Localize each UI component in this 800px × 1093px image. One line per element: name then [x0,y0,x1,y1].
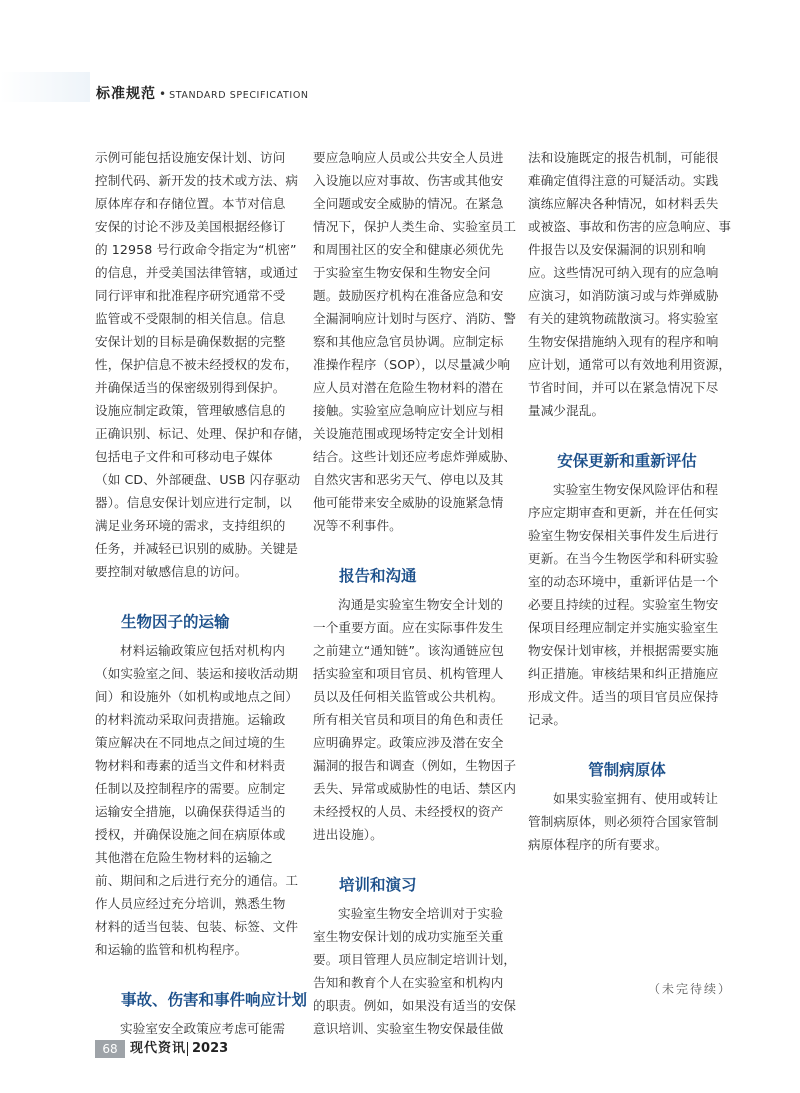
text-line: 漏洞的报告和调查（例如，生物因子 [313,758,517,773]
text-line: 告知和教育个人在实验室和机构内 [313,975,504,990]
text-line: 并确保适当的保密级别得到保护。 [95,380,286,395]
text-line: 物安保计划审核，并根据需要实施 [528,643,719,658]
text-line: 任务，并减轻已识别的威胁。关键是 [95,541,299,556]
text-line: 必要且持续的过程。实验室生物安 [528,597,719,612]
issue-year: 2023 [192,1041,229,1056]
section-heading-reassessment: 安保更新和重新评估 [557,452,697,470]
text-line: 全漏洞响应计划时与医疗、消防、警 [313,311,517,326]
text-line: 应演习，如消防演习或与炸弹威胁 [528,288,719,303]
text-line: 要。项目管理人员应制定培训计划， [313,952,517,967]
text-line: 策应解决在不同地点之间过境的生 [95,735,286,750]
running-head-title-zh: 标准规范 [96,86,156,102]
text-line: 实验室生物安保风险评估和程 [553,482,719,497]
text-line: 和运输的监管和机构程序。 [95,942,248,957]
text-line: 演练应解决各种情况，如材料丢失 [528,196,719,211]
text-line: 所有相关官员和项目的角色和责任 [313,712,504,727]
text-line: 的职责。例如，如果没有适当的安保 [313,998,517,1013]
section-heading-incident-response: 事故、伤害和事件响应计划 [121,991,308,1009]
footer-divider [187,1042,188,1056]
to-be-continued-note: （未完待续） [648,982,733,996]
text-line: 监管或不受限制的相关信息。信息 [95,311,286,326]
text-line: 应人员对潜在危险生物材料的潜在 [313,380,504,395]
text-line: 入设施以应对事故、伤害或其他安 [313,173,504,188]
paragraph-reporting [313,593,517,846]
text-line: 结合。这些计划还应考虑炸弹威胁、 [313,449,517,464]
section-heading-training: 培训和演习 [339,876,417,894]
text-line: 应计划，通常可以有效地利用资源， [528,357,732,372]
text-line: 于实验室生物安保和生物安全问 [313,265,491,280]
text-line: 室的动态环境中，重新评估是一个 [528,574,719,589]
text-line: 形成文件。适当的项目官员应保持 [528,689,719,704]
text-line: 示例可能包括设施安保计划、访问 [95,150,286,165]
text-line: 实验室生物安全培训对于实验 [338,906,504,921]
text-line: 进出设施）。 [313,827,383,842]
text-line: 情况下，保护人类生命、实验室员工 [313,219,517,234]
section-heading-select-agents: 管制病原体 [588,761,666,779]
column-2 [313,146,517,1040]
paragraph-transport [95,639,299,961]
running-head-separator: • [159,87,167,101]
text-line: 的信息，并受美国法律管辖，或通过 [95,265,299,280]
text-line: 员以及任何相关监管或公共机构。 [313,689,504,704]
text-line: 要控制对敏感信息的访问。 [95,564,248,579]
text-line: 性，保护信息不被未经授权的发布， [95,357,299,372]
text-line: 的 12958 号行政命令指定为“机密” [95,242,297,257]
page-number: 68 [95,1040,125,1058]
text-line: 之前建立“通知链”。该沟通链应包 [313,643,504,658]
text-line: 全问题或安全威胁的情况。在紧急 [313,196,504,211]
paragraph-drills [528,146,732,422]
text-line: 件报告以及安保漏洞的识别和响 [528,242,706,257]
text-line: 自然灾害和恶劣天气、停电以及其 [313,472,504,487]
spacer [95,961,293,985]
text-line: 一个重要方面。应在实际事件发生 [313,620,504,635]
spacer [528,422,726,446]
text-line: 题。鼓励医疗机构在准备应急和安 [313,288,504,303]
column-3 [528,146,732,856]
text-line: 纠正措施。审核结果和纠正措施应 [528,666,719,681]
text-line: 记录。 [528,712,567,727]
text-line: 管制病原体，则必须符合国家管制 [528,814,719,829]
text-line: 授权，并确保设施之间在病原体或 [95,827,286,842]
text-line: 包括电子文件和可移动电子媒体 [95,449,273,464]
text-line: 况等不利事件。 [313,518,402,533]
paragraph-training [313,902,517,1040]
header-decor-bar [0,72,90,102]
section-heading-reporting: 报告和沟通 [339,567,417,585]
text-line: 病原体程序的所有要求。 [528,837,668,852]
magazine-name: 现代资讯 [130,1041,187,1056]
spacer [95,583,293,607]
spacer [313,537,511,561]
text-line: 验室生物安保相关事件发生后进行 [528,528,719,543]
text-line: 控制代码、新开发的技术或方法、病 [95,173,299,188]
text-line: 的材料流动采取问责措施。运输政 [95,712,286,727]
text-line: 意识培训、实验室生物安保最佳做 [313,1021,504,1036]
text-line: 满足业务环境的需求，支持组织的 [95,518,286,533]
text-line: 保项目经理应制定并实施实验室生 [528,620,719,635]
spacer [528,731,726,755]
text-line: （如实验室之间、装运和接收活动期 [95,666,299,681]
paragraph-select-agents [528,787,726,856]
text-line: 量减少混乱。 [528,403,605,418]
spacer [313,846,511,870]
text-line: 材料的适当包装、包装、标签、文件 [95,919,299,934]
text-line: 接触。实验室应急响应计划应与相 [313,403,504,418]
text-line: 材料运输政策应包括对机构内 [120,643,286,658]
text-line: 丢失、异常或威胁性的电话、禁区内 [313,781,517,796]
text-line: 未经授权的人员、未经授权的资产 [313,804,504,819]
text-line: 作人员应经过充分培训，熟悉生物 [95,896,286,911]
paragraph-info-security [95,146,311,583]
text-line: 前、期间和之后进行充分的通信。工 [95,873,299,888]
running-head-title-en: STANDARD SPECIFICATION [169,90,309,101]
text-line: 生物安保措施纳入现有的程序和响 [528,334,719,349]
paragraph-reassessment [528,478,726,731]
text-line: 运输安全措施，以确保获得适当的 [95,804,286,819]
text-line: 节省时间，并可以在紧急情况下尽 [528,380,719,395]
text-line: 准操作程序（SOP），以尽量减少响 [313,357,511,372]
text-line: 他可能带来安全威胁的设施紧急情 [313,495,504,510]
section-heading-transport: 生物因子的运输 [121,613,230,631]
text-line: 或被盗、事故和伤害的应急响应、事 [528,219,732,234]
text-line: 设施应制定政策，管理敏感信息的 [95,403,286,418]
text-line: （如 CD、外部硬盘、USB 闪存驱动 [95,472,301,487]
text-line: 原体库存和存储位置。本节对信息 [95,196,286,211]
text-line: 如果实验室拥有、使用或转让 [553,791,719,806]
running-head [96,83,309,103]
text-line: 法和设施既定的报告机制，可能很 [528,150,719,165]
text-line: 难确定值得注意的可疑活动。实践 [528,173,719,188]
text-line: 应明确界定。政策应涉及潜在安全 [313,735,504,750]
column-1 [95,146,311,1040]
text-line: 物材料和毒素的适当文件和材料责 [95,758,286,773]
text-line: 关设施范围或现场特定安全计划相 [313,426,504,441]
text-line: 间）和设施外（如机构或地点之间） [95,689,299,704]
paragraph-incident-response [95,1017,293,1040]
text-line: 应。这些情况可纳入现有的应急响 [528,265,719,280]
text-line: 实验室安全政策应考虑可能需 [120,1021,286,1036]
text-line: 要应急响应人员或公共安全人员进 [313,150,504,165]
text-line: 有关的建筑物疏散演习。将实验室 [528,311,719,326]
text-line: 其他潜在危险生物材料的运输之 [95,850,273,865]
text-line: 察和其他应急官员协调。应制定标 [313,334,504,349]
text-line: 括实验室和项目官员、机构管理人 [313,666,504,681]
text-line: 沟通是实验室生物安全计划的 [338,597,504,612]
paragraph-emergency [313,146,517,537]
text-line: 任制以及控制程序的需要。应制定 [95,781,286,796]
text-line: 序应定期审查和更新，并在任何实 [528,505,719,520]
text-line: 正确识别、标记、处理、保护和存储， [95,426,311,441]
text-line: 安保计划的目标是确保数据的完整 [95,334,286,349]
text-line: 安保的讨论不涉及美国根据经修订 [95,219,286,234]
text-line: 器）。信息安保计划应进行定制，以 [95,495,292,510]
text-line: 室生物安保计划的成功实施至关重 [313,929,504,944]
text-line: 和周围社区的安全和健康必须优先 [313,242,504,257]
text-line: 同行评审和批准程序研究通常不受 [95,288,286,303]
text-line: 更新。在当今生物医学和科研实验 [528,551,719,566]
